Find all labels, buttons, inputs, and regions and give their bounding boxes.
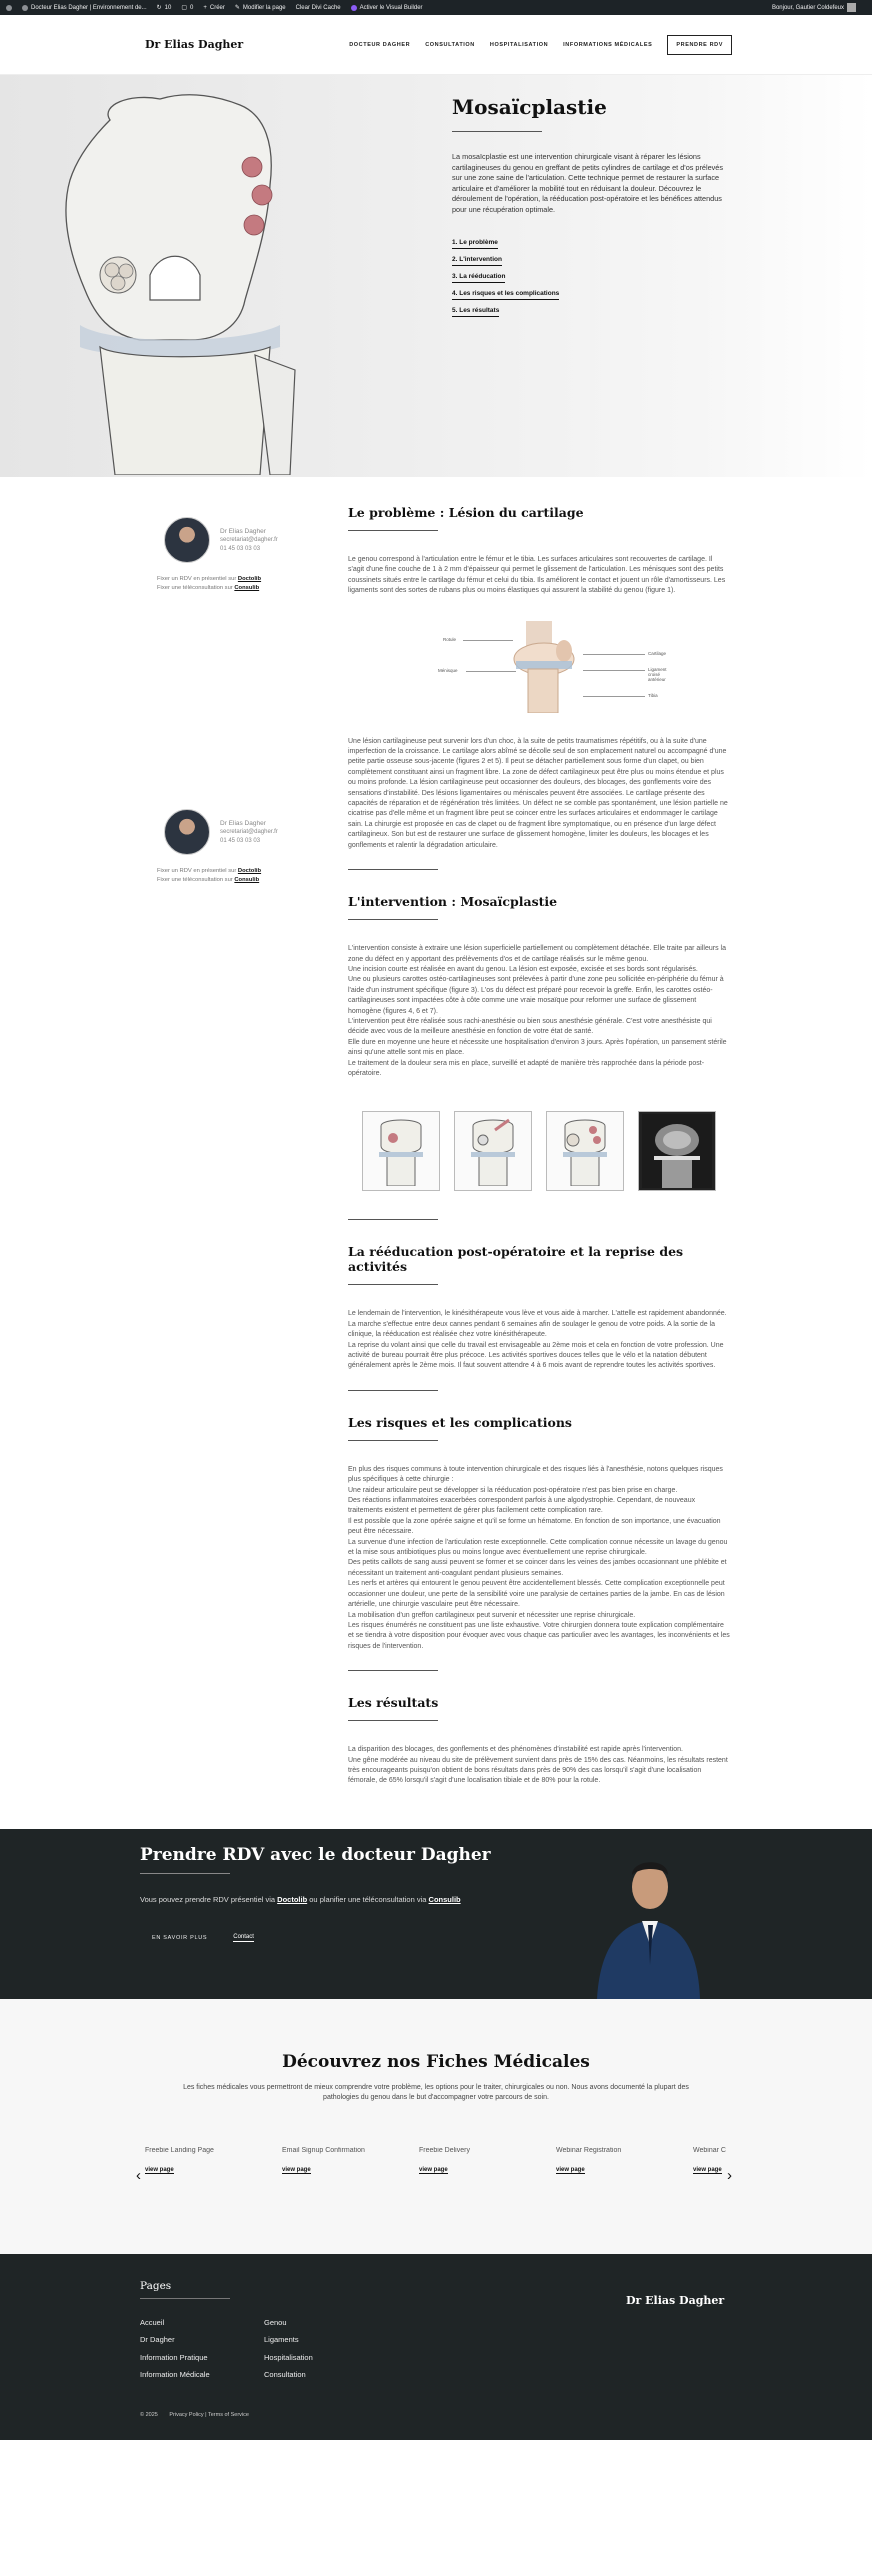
section-separator (348, 1670, 438, 1671)
figure-thumbnail-mri[interactable] (638, 1111, 716, 1191)
label-line (463, 640, 513, 641)
nav-consultation[interactable]: CONSULTATION (425, 41, 475, 48)
hero-text (452, 95, 732, 322)
fiches-title: Découvrez nos Fiches Médicales (282, 2051, 590, 2072)
consulib-link[interactable]: Consulib (234, 585, 260, 591)
rdv-text: Fixer un RDV en présentiel sur (157, 868, 237, 874)
home-icon (22, 5, 28, 11)
admin-comments[interactable]: ▢ 0 (181, 4, 194, 11)
figure-label-rotule: Rotule (443, 636, 457, 642)
fiche-title: Webinar C (693, 2146, 726, 2154)
main-column (348, 505, 730, 1787)
view-page-link[interactable]: view page (693, 2166, 722, 2173)
cta-text: Vous pouvez prendre RDV présentiel via Doctolib ou planifier une téléconsultation via Consulib (140, 1894, 461, 1904)
en-savoir-plus-button[interactable]: EN SAVOIR PLUS (152, 1934, 208, 1941)
teleconsult-text: Fixer une téléconsultation sur (157, 585, 233, 591)
pencil-icon: ✎ (234, 5, 240, 11)
cta-consulib-link[interactable]: Consulib (428, 1894, 461, 1904)
doctor-email[interactable]: secretariat@dagher.fr (220, 536, 278, 543)
avatar (847, 3, 856, 12)
intervention-paragraph: L'intervention consiste à extraire une lésion superficielle partiellement ou complètement détachée. Elle traite par ailleurs la zone du défect en y apportant des prélèvements d'os et de cartilage réalisés sur le même genou. Une incision courte est réalisée en avant du genou. La lésion est exposée, excisée et ses bords sont régularisés. Une ou plusieurs carottes ostéo-cartilagineuses sont prélevées à partir d'une zone peu sollicitée en-périphérie du fémur à l'aide d'un instrument spécifique (figure 3). L'os du défect est préparé pour recevoir la greffe. Enfin, les carottes ostéo-cartilagineuses sont impactées côte à côte comme une vraie mosaïque pour reformer une surface de glissement homogène (figures 4, 6 et 7). L'intervention peut être réalisée sous rachi-anesthésie ou bien sous anesthésie générale. C'est votre anesthésiste qui décide avec vous de la meilleure anesthésie en fonction de votre état de santé. Elle dure en moyenne une heure et nécessite une hospitalisation d'environ 3 jours. Après l'opération, un pansement stérile ainsi qu'une attelle sont mis en place. Le traitement de la douleur sera mis en place, surveillé et adapté de manière très rapprochée dans la période post-opératoire. (348, 945, 727, 1077)
fiches-carousel (145, 2147, 727, 2187)
intervention-figures (362, 1111, 730, 1191)
divi-icon (351, 5, 357, 11)
fiche-title: Freebie Delivery (419, 2146, 470, 2154)
hero-description: La mosaïcplastie est une intervention chirurgicale visant à réparer les lésions cartilagineuses du genou en greffant de petits cylindres de cartilage et d'os prélevés sur une zone saine de l'articulation. Cette technique permet de restaurer la surface articulaire et d'améliorer la mobilité tout en réduisant la douleur. Découvrez le déroulement de l'opération, la rééducation post-opératoire et les bénéfices attendus pour une récupération optimale. (452, 152, 724, 214)
figure-thumbnail-1[interactable] (362, 1111, 440, 1191)
section-divider (348, 530, 438, 531)
admin-edit-page[interactable]: ✎ Modifier la page (234, 4, 286, 11)
knee-anatomy-image (508, 621, 588, 713)
nav-informations-medicales[interactable]: INFORMATIONS MÉDICALES (563, 41, 653, 48)
cta-title: Prendre RDV avec le docteur Dagher (140, 1844, 491, 1865)
figure-thumbnail-3[interactable] (546, 1111, 624, 1191)
section-separator (348, 1390, 438, 1391)
knee-illustration (40, 85, 330, 475)
doctor-portrait (592, 1845, 702, 1999)
doctor-card (157, 517, 307, 593)
toc-link-risques[interactable]: 4. Les risques et les complications (452, 290, 559, 300)
teleconsult-text: Fixer une téléconsultation sur (157, 877, 233, 883)
site-footer (0, 2254, 872, 2440)
figure-label-lca: Ligament croisé antérieur (648, 666, 667, 682)
cta-divider (140, 1873, 230, 1874)
site-header (0, 15, 872, 75)
section-divider (348, 919, 438, 920)
section-divider (348, 1720, 438, 1721)
admin-visual-builder[interactable]: Activer le Visual Builder (351, 5, 423, 11)
admin-account[interactable]: Bonjour, Gautier Coldefeux (772, 3, 856, 12)
doctor-avatar (164, 809, 210, 855)
doctor-avatar (164, 517, 210, 563)
label-line (583, 670, 645, 671)
view-page-link[interactable]: view page (145, 2166, 174, 2173)
footer-link[interactable]: Genou (264, 2317, 287, 2327)
legal-links[interactable]: Privacy Policy | Terms of Service (169, 2411, 249, 2418)
figure-label-cartilage: Cartilage (648, 650, 667, 656)
doctor-email[interactable]: secretariat@dagher.fr (220, 828, 278, 835)
risques-paragraph: En plus des risques communs à toute intervention chirurgicale et des risques liés à l'anesthésie, notons quelques risques plus spécifiques à cette chirurgie : Une raideur articulaire peut se développer si la rééducation post-opératoire n'est pas bien prise en charge. Des réactions inflammatoires exacerbées correspondent parfois à une algodystrophie. Cependant, de nouveaux traitements existent et permettent de gérer plus facilement cette complication rare. Il est possible que la zone opérée saigne et qu'il se forme un hématome. En fonction de son importance, une évacuation peut être nécessaire. La survenue d'une infection de l'articulation reste exceptionnelle. Cette complication connue nécessite un lavage du genou et la mise sous antibiotiques plus ou moins longue avec éventuellement une reprise chirurgicale. Des petits caillots de sang aussi peuvent se former et se coincer dans les veines des jambes occasionnant une phlébite et nécessitant un traitement anti-coagulant pendant plusieurs semaines. Les nerfs et artères qui entourent le genou peuvent être accidentellement blessés. Cette complication exceptionnelle peut occasionner une douleur, une perte de la sensibilité voire une paralysie de certaines parties de la jambe. En cas de lésion artérielle, une chirurgie vasculaire peut être nécessaire. La mobilisation d'un greffon cartilagineux peut survenir et nécessiter une reprise chirurgicale. Les risques énumérés ne constituent pas une liste exhaustive. Votre chirurgien donnera toute explication complémentaire et se tiendra à votre disposition pour évoquer avec vous chaque cas particulier avec les avantages, les inconvénients et les risques de l'intervention. (348, 1465, 730, 1650)
doctor-name: Dr Elias Dagher (220, 527, 266, 535)
fiche-card (282, 2147, 394, 2174)
label-line (583, 654, 645, 655)
label-line (583, 696, 645, 697)
plus-icon: + (203, 4, 207, 11)
section-title-risques: Les risques et les complications (348, 1414, 572, 1430)
doctolib-link[interactable]: Doctolib (237, 576, 262, 582)
view-page-link[interactable]: view page (419, 2166, 448, 2173)
doctolib-link[interactable]: Doctolib (237, 868, 262, 874)
footer-logo[interactable]: Dr Elias Dagher (626, 2293, 725, 2307)
cta-doctolib-link[interactable]: Doctolib (277, 1894, 308, 1904)
fiches-medicales (0, 1999, 872, 2254)
article-content (0, 477, 872, 1787)
footer-link[interactable]: Dr Dagher (140, 2335, 175, 2345)
doctor-phone[interactable]: 01 45 03 03 03 (220, 545, 261, 552)
site-logo[interactable]: Dr Elias Dagher (145, 38, 244, 51)
section-title-intervention: L'intervention : Mosaïcplastie (348, 894, 558, 910)
doctor-name: Dr Elias Dagher (220, 819, 266, 827)
section-separator (348, 869, 438, 870)
section-title-reeducation: La rééducation post-opératoire et la reprise des activités (348, 1244, 684, 1275)
hero (0, 75, 872, 477)
figure-label-menisque: Ménisque (438, 667, 458, 673)
admin-clear-cache[interactable]: Clear Divi Cache (295, 4, 341, 11)
footer-link[interactable]: Information Pratique (140, 2352, 208, 2362)
probleme-paragraph-1: Le genou correspond à l'articulation entre le fémur et le tibia. Les surfaces articulaires sont recouvertes de cartilage. Il s'agit d'une fine couche de 1 à 2 mm d'épaisseur qui permet le glissement de l'articulation. Les ménisques sont des petits coussinets situés entre le cartilage du fémur et celui du tibia. Ils améliorent le contact et jouent un rôle d'amortisseurs. Les ligaments sont des sortes de rubans plus ou moins élastiques qui assurent la stabilité du genou (figure 1). (348, 556, 726, 595)
knee-anatomy-figure (418, 621, 667, 713)
probleme-paragraph-2: Une lésion cartilagineuse peut survenir lors d'un choc, à la suite de petits traumatismes répétitifs, ou à la suite d'une imperfection de la croissance. Le cartilage alors abîmé se décolle seul de son emplacement naturel ou accompagné d'une petite partie osseuse sous-jacente (figures 2 et 5). Il peut se détacher partiellement sous forme d'un clapet, ou bien complètement constituant ainsi un fragment libre. La zone de défect cartilagineux peut être plus ou moins étendue et plus ou moins profonde. La lésion cartilagineuse peut occasionner des douleurs, des blocages, des gonflements voire des sensations d'instabilité. Des lésions ligamentaires ou méniscales peuvent être associées. Le cartilage présente des capacités de réparation et de régénération très limitées. Un défect ne se comble pas spontanément, une lésion partielle ne cicatrise pas d'elle même et un fragment libre peut se coincer entre les surfaces articulaires et endommager le cartilage sain. La chirurgie est proposée en cas de clapet ou de fragment libre symptomatique, ou en présence d'un large défect cartilagineux. Son but est de restaurer une surface de glissement homogène, limiter les douleurs, les blocages et les gonflements et ralentir la dégradation articulaire. (348, 737, 728, 849)
nav-hospitalisation[interactable]: HOSPITALISATION (489, 41, 549, 48)
main-nav (349, 35, 732, 55)
fiche-card (419, 2147, 531, 2174)
toc-link-reeducation[interactable]: 3. La rééducation (452, 273, 505, 283)
footer-bottom (140, 2412, 259, 2418)
footer-link[interactable]: Ligaments (264, 2335, 299, 2345)
resultats-paragraph: La disparition des blocages, des gonflements et des phénomènes d'instabilité est rapide après l'intervention. Une gêne modérée au niveau du site de prélèvement survient dans près de 15% des cas. Néanmoins, les résultats restent très encourageants puisqu'on obtient de bons résultats dans près de 90% des cas lorsqu'il s'agit d'une localisation fémorale, de 65% lorsqu'il s'agit d'une localisation tibiale et de 80% pour la rotule. (348, 1746, 728, 1785)
footer-links-col-1 (140, 2314, 210, 2384)
fiche-title: Freebie Landing Page (145, 2146, 214, 2154)
view-page-link[interactable]: view page (556, 2166, 585, 2173)
figure-label-tibia: Tibia (648, 692, 658, 698)
table-of-contents (452, 237, 732, 317)
footer-link[interactable]: Information Médicale (140, 2370, 210, 2380)
fiche-card (693, 2147, 727, 2174)
view-page-link[interactable]: view page (282, 2166, 311, 2173)
label-line (466, 671, 516, 672)
carousel-prev-icon[interactable]: ‹ (136, 2166, 141, 2184)
figure-thumbnail-2[interactable] (454, 1111, 532, 1191)
toc-link-resultats[interactable]: 5. Les résultats (452, 307, 499, 317)
wp-logo-icon[interactable] (6, 5, 12, 11)
footer-title: Pages (140, 2279, 172, 2292)
footer-link[interactable]: Accueil (140, 2317, 165, 2327)
page-title: Mosaïcplastie (452, 95, 607, 119)
reeducation-paragraph: Le lendemain de l'intervention, le kinésithérapeute vous lève et vous aide à marcher. L'attelle est rapidement abandonnée. La marche s'effectue entre deux cannes pendant 6 semaines afin de soulager le genou de votre poids. A la sortie de la clinique, la rééducation est réalisée chez votre kinésithérapeute. La reprise du volant ainsi que celle du travail est envisageable au 2ème mois et cela en fonction de votre profession. Une activité de bureau pourrait être plus précoce. Les activités sportives douces telles que le vélo et la natation débutent généralement après le 2ème mois. Il faut souvent attendre 4 à 6 mois avant de reprendre toutes les activités sportives. (348, 1310, 727, 1370)
section-separator (348, 1219, 438, 1220)
toc-link-probleme[interactable]: 1. Le problème (452, 239, 498, 249)
fiche-title: Email Signup Confirmation (282, 2146, 365, 2154)
fiche-card (556, 2147, 668, 2174)
contact-link[interactable]: Contact (233, 1933, 254, 1940)
nav-docteur-dagher[interactable]: DOCTEUR DAGHER (349, 41, 411, 48)
admin-bar (0, 0, 872, 15)
section-title-resultats: Les résultats (348, 1695, 439, 1711)
doctor-phone[interactable]: 01 45 03 03 03 (220, 837, 261, 844)
title-divider (452, 131, 542, 132)
consulib-link[interactable]: Consulib (234, 877, 260, 883)
carousel-next-icon[interactable]: › (727, 2166, 732, 2184)
footer-links-col-2 (264, 2314, 313, 2384)
fiche-title: Webinar Registration (556, 2146, 622, 2154)
appointment-cta (0, 1829, 872, 1999)
admin-updates[interactable]: ↻ 10 (156, 4, 172, 11)
comment-icon: ▢ (181, 5, 188, 11)
prendre-rdv-button[interactable]: PRENDRE RDV (667, 35, 732, 55)
admin-new[interactable]: + Créer (203, 4, 225, 11)
toc-link-intervention[interactable]: 2. L'intervention (452, 256, 502, 266)
fiche-card (145, 2147, 257, 2174)
section-title-probleme: Le problème : Lésion du cartilage (348, 505, 584, 520)
footer-link[interactable]: Consultation (264, 2370, 306, 2380)
footer-divider (140, 2298, 230, 2299)
refresh-icon: ↻ (156, 5, 162, 11)
section-divider (348, 1440, 438, 1441)
copyright: © 2025 (140, 2411, 158, 2418)
admin-site-title[interactable]: Docteur Elias Dagher | Environnement de... (22, 5, 147, 11)
fiches-description: Les fiches médicales vous permettront de mieux comprendre votre problème, les options pour le traiter, chirurgicales ou non. Nous avons documenté la plupart des pathologies du genou dans le but d'accompagner votre parcours de soin. (183, 2083, 689, 2102)
section-divider (348, 1284, 438, 1285)
doctor-card-sticky (157, 809, 307, 885)
rdv-text: Fixer un RDV en présentiel sur (157, 576, 237, 582)
footer-link[interactable]: Hospitalisation (264, 2352, 313, 2362)
